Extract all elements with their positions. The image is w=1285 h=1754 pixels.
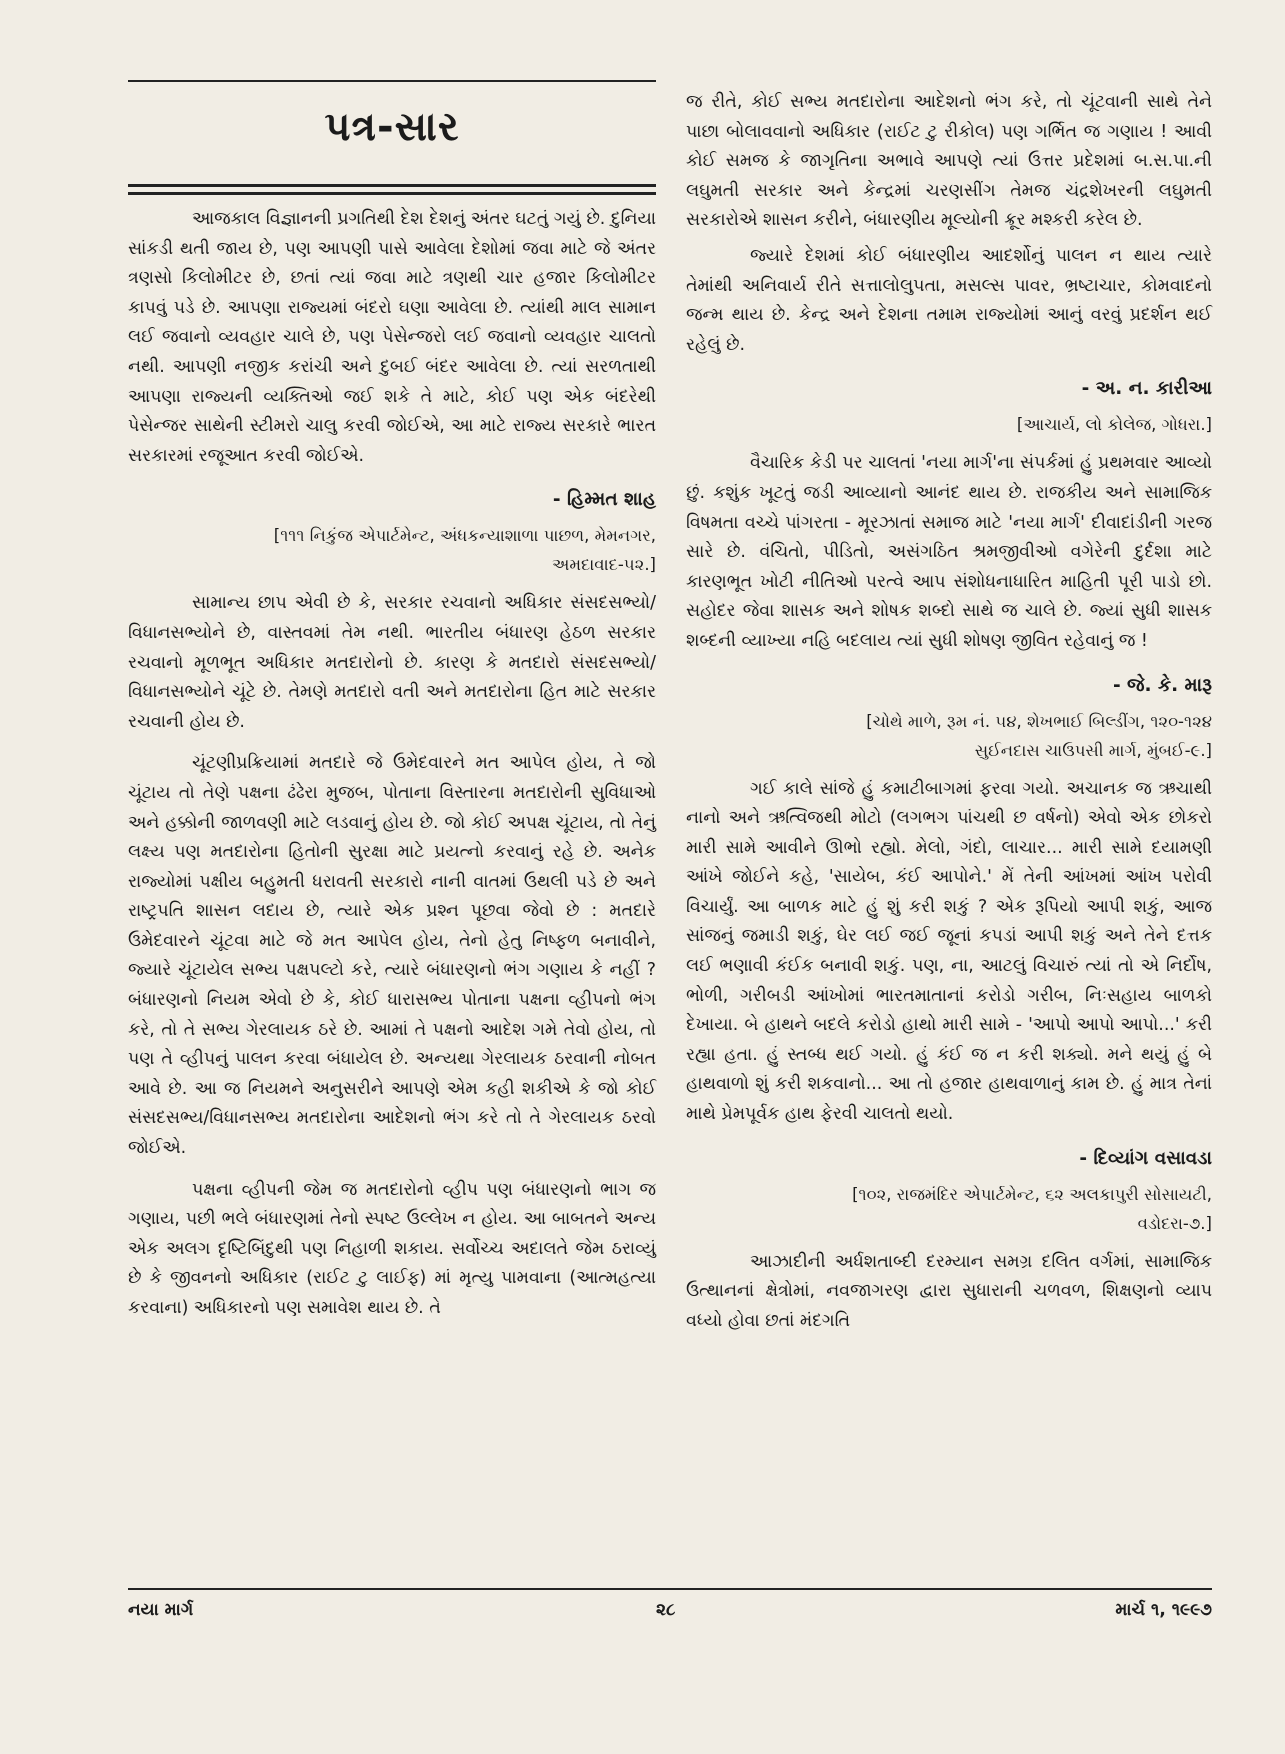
address-line: વડોદરા-૭.] xyxy=(1137,1213,1212,1233)
letter-5-body: આઝાદીની અર્ધશતાબ્દી દરમ્યાન સમગ્ર દલિત વર્ગમાં, સામાજિક ઉત્થાનનાં ક્ષેત્રોમાં, નવજાગરણ દ્વારા સુધારાની ચળવળ, શિક્ષણનો વ્યાપ વધ્યો હોવા છતાં મંદગતિ xyxy=(686,1251,1212,1331)
address-line: [૧૧૧ નિકુંજ એપાર્ટમેન્ટ, અંધકન્યાશાળા પાછળ, મેમનગર, xyxy=(273,526,656,546)
page-footer xyxy=(128,1588,1212,1638)
page-number: ૨૮ xyxy=(656,1600,676,1620)
letter-2-body-cont: પક્ષના વ્હીપની જેમ જ મતદારોનો વ્હીપ પણ બંધારણનો ભાગ જ ગણાય, પછી ભલે બંધારણમાં તેનો સ્પષ્ટ ઉલ્લેખ ન હોય. આ બાબતને અન્ય એક અલગ દૃષ્ટિબિંદુથી પણ નિહાળી શકાય. સર્વોચ્ચ અદાલતે જેમ ઠરાવ્યું છે કે જીવનનો અધિકાર (રાઈટ ટુ લાઈફ) માં મૃત્યુ પામવાના (આત્મહત્યા કરવાના) અધિકારનો પણ સમાવેશ થાય છે. તે xyxy=(128,1179,656,1318)
footer-rule xyxy=(128,1588,1212,1590)
letter-2-body: સામાન્ય છાપ એવી છે કે, સરકાર રચવાનો અધિકાર સંસદસભ્યો/ વિધાનસભ્યોને છે, વાસ્તવમાં તેમ નથી. ભારતીય બંધારણ હેઠળ સરકાર રચવાનો મૂળભૂત અધિકાર મતદારોનો છે. કારણ કે મતદારો સંસદસભ્યો/ વિધાનસભ્યોને ચૂંટે છે. તેમણે મતદારો વતી અને મતદારોના હિત માટે સરકાર રચવાની હોય છે. xyxy=(128,593,656,732)
letter-2-conclusion: જ્યારે દેશમાં કોઈ બંધારણીય આદર્શોનું પાલન ન થાય ત્યારે તેમાંથી અનિવાર્ય રીતે સત્તાલોલુપતા, મસલ્સ પાવર, ભ્રષ્ટાચાર, કોમવાદનો જન્મ થાય છે. કેન્દ્ર અને દેશના તમામ રાજ્યોમાં આનું વરવું પ્રદર્શન થઈ રહેલું છે. xyxy=(686,245,1212,355)
left-column xyxy=(128,80,656,1324)
letter-2-continued: જ રીતે, કોઈ સભ્ય મતદારોના આદેશનો ભંગ કરે, તો ચૂંટવાની સાથે તેને પાછા બોલાવવાનો અધિકાર (રાઈટ ટુ રીકોલ) પણ ગર્ભિત જ ગણાય ! આવી કોઈ સમજ કે જાગૃતિના અભાવે આપણે ત્યાં ઉત્તર પ્રદેશમાં બ.સ.પા.ની લઘુમતી સરકાર અને કેન્દ્રમાં ચરણસીંગ તેમજ ચંદ્રશેખરની લઘુમતી સરકારોએ શાસન કરીને, બંધારણીય મૂલ્યોની ક્રૂર મશ્કરી કરેલ છે. xyxy=(686,92,1212,231)
address-line: [ચોથે માળે, રૂમ નં. ૫૪, શેખભાઈ બિલ્ડીંગ, ૧૨૦-૧૨૪ xyxy=(866,711,1212,731)
letter-1-address xyxy=(128,521,656,579)
letter-1-signature: - હિમ્મત શાહ xyxy=(552,489,656,511)
address-line: [૧૦૨, રાજમંદિર એપાર્ટમેન્ટ, ૬૨ અલકાપુરી સોસાયટી, xyxy=(852,1184,1212,1204)
page-title: પત્ર-સાર xyxy=(324,104,460,150)
letter-1-body: આજકાલ વિજ્ઞાનની પ્રગતિથી દેશ દેશનું અંતર ઘટતું ગયું છે. દુનિયા સાંકડી થતી જાય છે, પણ આપણી પાસે આવેલા દેશોમાં જવા માટે જે અંતર ત્રણસો કિલોમીટર છે, છતાં ત્યાં જવા માટે ત્રણથી ચાર હજાર કિલોમીટર કાપવું પડે છે. આપણા રાજ્યમાં બંદરો ઘણા આવેલા છે. ત્યાંથી માલ સામાન લઈ જવાનો વ્યવહાર ચાલે છે, પણ પેસેન્જરો લઈ જવાનો વ્યવહાર ચાલતો નથી. આપણી નજીક કરાંચી અને દુબઈ બંદર આવેલા છે. ત્યાં સરળતાથી આપણા રાજ્યની વ્યક્તિઓ જઈ શકે તે માટે, કોઈ પણ એક બંદરેથી પેસેન્જર સાથેની સ્ટીમરો ચાલુ કરવી જોઈએ, આ માટે રાજ્ય સરકારે ભારત સરકારમાં રજૂઆત કરવી જોઈએ. xyxy=(128,209,656,466)
address-line: [આચાર્ય, લો કોલેજ, ગોધરા.] xyxy=(1016,415,1212,435)
letter-2-signature: - અ. ન. કારીઆ xyxy=(1081,378,1212,400)
magazine-name: નયા માર્ગ xyxy=(128,1600,194,1620)
letter-4-address xyxy=(686,1180,1212,1238)
address-line: સુઈનદાસ ચાઉપસી માર્ગ, મુંબઈ-૯.] xyxy=(974,740,1212,760)
letter-2-body-cont: ચૂંટણીપ્રક્રિયામાં મતદારે જે ઉમેદવારને મત આપેલ હોય, તે જો ચૂંટાય તો તેણે પક્ષના ઢંઢેરા મુજબ, પોતાના વિસ્તારના મતદારોની સુવિધાઓ અને હક્કોની જાળવણી માટે લડવાનું હોય છે. જો કોઈ અપક્ષ ચૂંટાય, તો તેનું લક્ષ્ય પણ મતદારોના હિતોની સુરક્ષા માટે પ્રયત્નો કરવાનું રહે છે. અનેક રાજ્યોમાં પક્ષીય બહુમતી ધરાવતી સરકારો નાની વાતમાં ઉથલી પડે છે અને રાષ્ટ્રપતિ શાસન લદાય છે, ત્યારે એક પ્રશ્ન પૂછવા જેવો છે : મતદારે ઉમેદવારને ચૂંટવા માટે જે મત આપેલ હોય, તેનો હેતુ નિષ્ફળ બનાવીને, જ્યારે ચૂંટાયેલ સભ્ય પક્ષપલ્ટો કરે, ત્યારે બંધારણનો ભંગ ગણાય કે નહીં ? બંધારણનો નિયમ એવો છે કે, કોઈ ધારાસભ્ય પોતાના પક્ષના વ્હીપનો ભંગ કરે, તો તે સભ્ય ગેરલાયક ઠરે છે. આમાં તે પક્ષનો આદેશ ગમે તેવો હોય, તો પણ તે વ્હીપનું પાલન કરવા બંધાયેલ છે. અન્યથા ગેરલાયક ઠરવાની નોબત આવે છે. આ જ નિયમને અનુસરીને આપણે એમ કહી શકીએ કે જો કોઈ સંસદસભ્ય/વિધાનસભ્ય મતદારોના આદેશનો ભંગ કરે તો તે ગેરલાયક ઠરવો જોઈએ. xyxy=(128,753,656,1159)
address-line: અમદાવાદ-૫૨.] xyxy=(551,555,656,575)
letter-4-body: ગઈ કાલે સાંજે હું કમાટીબાગમાં ફરવા ગયો. અચાનક જ ઋચાથી નાનો અને ઋત્વિજથી મોટો (લગભગ પાંચથી છ વર્ષનો) એવો એક છોકરો મારી સામે આવીને ઊભો રહ્યો. મેલો, ગંદો, લાચાર... મારી સામે દયામણી આંખે જોઈને કહે, 'સાયેબ, કંઈ આપોને.' મેં તેની આંખમાં આંખ પરોવી વિચાર્યું. આ બાળક માટે હું શું કરી શકું ? એક રૂપિયો આપી શકું, આજ સાંજનું જમાડી શકું, ઘેર લઈ જઈ જૂનાં કપડાં આપી શકું અને તેને દત્તક લઈ ભણાવી કંઈક બનાવી શકું. પણ, ના, આટલું વિચારું ત્યાં તો એ નિર્દોષ, ભોળી, ગરીબડી આંખોમાં ભારતમાતાનાં કરોડો ગરીબ, નિઃસહાય બાળકો દેખાયા. બે હાથને બદલે કરોડો હાથો મારી સામે - 'આપો આપો આપો...' કરી રહ્યા હતા. હું સ્તબ્ધ થઈ ગયો. હું કંઈ જ ન કરી શક્યો. મને થયું હું બે હાથવાળો શું કરી શકવાનો... આ તો હજાર હાથવાળાનું કામ છે. હું માત્ર તેનાં માથે પ્રેમપૂર્વક હાથ ફેરવી ચાલતો થયો. xyxy=(686,778,1212,1125)
letter-3-signature: - જે. કે. મારૂ xyxy=(1112,674,1212,696)
letter-3-body: વૈચારિક કેડી પર ચાલતાં 'નયા માર્ગ'ના સંપર્કમાં હું પ્રથમવાર આવ્યો છું. કશુંક ખૂટતું જડી આવ્યાનો આનંદ થાય છે. રાજકીય અને સામાજિક વિષમતા વચ્ચે પાંગરતા - મૂરઝાતાં સમાજ માટે 'નયા માર્ગ' દીવાદાંડીની ગરજ સારે છે. વંચિતો, પીડિતો, અસંગઠિત શ્રમજીવીઓ વગેરેની દુર્દશા માટે કારણભૂત ખોટી નીતિઓ પરત્વે આપ સંશોધનાધારિત માહિતી પૂરી પાડો છો. સહોદર જેવા શાસક અને શોષક શબ્દો સાથે જ ચાલે છે. જ્યાં સુધી શાસક શબ્દની વ્યાખ્યા નહિ બદલાય ત્યાં સુધી શોષણ જીવિત રહેવાનું જ ! xyxy=(686,453,1212,651)
issue-date: માર્ચ ૧, ૧૯૯૭ xyxy=(1115,1600,1212,1620)
right-column xyxy=(686,88,1212,1336)
letter-4-signature: - દિવ્યાંગ વસાવડા xyxy=(1079,1147,1212,1169)
title-double-rule xyxy=(128,184,656,195)
letter-3-address xyxy=(686,707,1212,765)
letter-2-address xyxy=(686,410,1212,439)
